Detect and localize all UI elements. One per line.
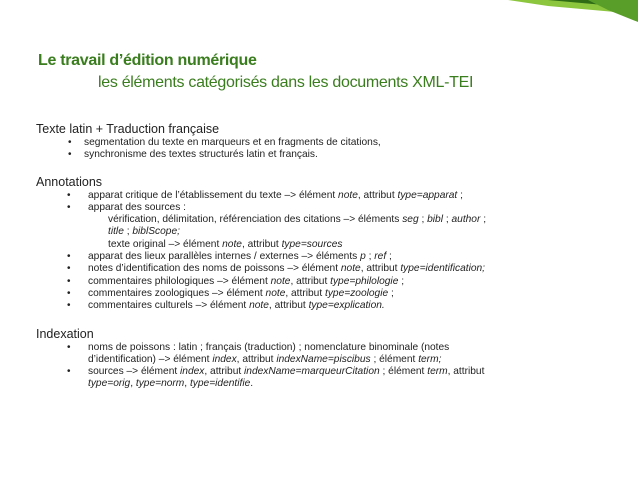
list-item: • apparat des sources : vérification, délimitation, référenciation des citations –> éléments seg ; bibl ; author ; title ; biblScope; texte original –> élément note, attribut type=sources (36, 202, 626, 251)
section-heading-indexation: Indexation (36, 326, 94, 341)
sub-line: texte original –> élément note, attribut type=sources (108, 238, 343, 250)
texte-list (36, 137, 626, 162)
sub-line: title ; biblScope; (108, 226, 180, 238)
corner-decoration (488, 0, 638, 22)
section-heading-annotations: Annotations (36, 174, 103, 189)
list-item: • noms de poissons : latin ; français (traduction) ; nomenclature binominale (notes d’identification) –> élément index, attribut indexName=piscibus ; élément term; (67, 341, 450, 365)
list-item: • apparat critique de l’établissement du texte –> élément note, attribut type=apparat ; (67, 189, 463, 201)
list-item: • sources –> élément index, attribut indexName=marqueurCitation ; élément term, attribut type=orig, type=norm, type=identifie. (67, 366, 485, 390)
list-item: • notes d’identification des noms de poissons –> élément note, attribut type=identification; (67, 263, 486, 275)
list-item: • commentaires zoologiques –> élément note, attribut type=zoologie ; (67, 287, 394, 299)
slide-subtitle: les éléments catégorisés dans les documents XML-TEI (98, 74, 474, 91)
list-item: • commentaires culturels –> élément note, attribut type=explication. (67, 300, 385, 312)
slide-title: Le travail d’édition numérique (38, 52, 257, 69)
list-item: • apparat des lieux parallèles internes / externes –> éléments p ; ref ; (67, 251, 392, 263)
list-item: • segmentation du texte en marqueurs et en fragments de citations, (68, 137, 381, 148)
sub-line: vérification, délimitation, référenciation des citations –> éléments seg ; bibl ; author ; (108, 214, 487, 226)
section-heading-texte: Texte latin + Traduction française (36, 122, 220, 136)
list-item: • commentaires philologiques –> élément note, attribut type=philologie ; (67, 275, 405, 287)
annotations-list (36, 190, 626, 313)
slide-content (36, 121, 626, 391)
list-item: • synchronisme des textes structurés latin et français. (68, 149, 318, 161)
indexation-list (36, 342, 626, 391)
